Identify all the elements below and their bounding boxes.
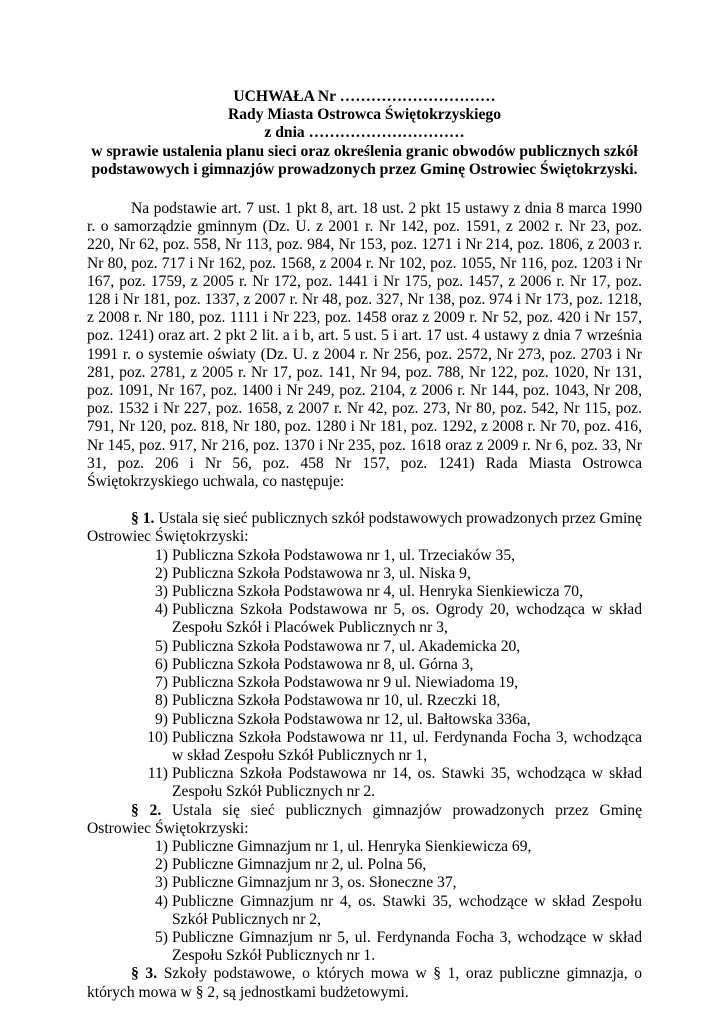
item-text: Publiczna Szkoła Podstawowa nr 14, os. Stawki 35, wchodząca w skład Zespołu Szkół Publicznych nr 2.: [172, 765, 642, 801]
item-number: 1): [155, 837, 168, 855]
item-text: Publiczne Gimnazjum nr 3, os. Słoneczne 37,: [172, 874, 457, 892]
gymnasiums-list: [87, 838, 642, 965]
item-number: 4): [155, 601, 168, 619]
list-item: [87, 729, 642, 765]
item-number: 10): [147, 728, 168, 746]
item-text: Publiczna Szkoła Podstawowa nr 3, ul. Niska 9,: [172, 564, 471, 582]
list-item: [87, 674, 642, 692]
item-number: 7): [155, 674, 168, 692]
item-text: Publiczna Szkoła Podstawowa nr 9 ul. Niewiadoma 19,: [172, 674, 519, 692]
item-text: Publiczna Szkoła Podstawowa nr 5, os. Ogrody 20, wchodząca w skład Zespołu Szkół i Placówek Publicznych nr 3,: [172, 601, 642, 637]
list-item: [87, 692, 642, 710]
list-item: [87, 929, 642, 965]
section-1: [87, 510, 642, 801]
section-text: Ustala się sieć publicznych gimnazjów prowadzonych przez Gminę Ostrowiec Świętokrzyski:: [87, 801, 642, 837]
item-number: 6): [155, 655, 168, 673]
item-number: 2): [155, 564, 168, 582]
list-item: [87, 638, 642, 656]
section-2: [87, 802, 642, 966]
list-item: [87, 656, 642, 674]
document-page: [87, 88, 642, 1002]
item-number: 5): [155, 928, 168, 946]
list-item: [87, 838, 642, 856]
legal-basis-paragraph: Na podstawie art. 7 ust. 1 pkt 8, art. 18 ust. 2 pkt 15 ustawy z dnia 8 marca 1990 r. o samorządzie gminnym (Dz. U. z 2001 r. Nr 142, poz. 1591, z 2002 r. Nr 23, poz. 220, Nr 62, poz. 558, Nr 113, poz. 984, Nr 153, poz. 1271 i Nr 214, poz. 1806, z 2003 r. Nr 80, poz. 717 i Nr 162, poz. 1568, z 2004 r. Nr 102, poz. 1055, Nr 116, poz. 1203 i Nr 167, poz. 1759, z 2005 r. Nr 172, poz. 1441 i Nr 175, poz. 1457, z 2006 r. Nr 17, poz. 128 i Nr 181, poz. 1337, z 2007 r. Nr 48, poz. 327, Nr 138, poz. 974 i Nr 173, poz. 1218, z 2008 r. Nr 180, poz. 1111 i Nr 223, poz. 1458 oraz z 2009 r. Nr 52, poz. 420 i Nr 157, poz. 1241) oraz art. 2 pkt 2 lit. a i b, art. 5 ust. 5 i art. 17 ust. 4 ustawy z dnia 7 września 1991 r. o systemie oświaty (Dz. U. z 2004 r. Nr 256, poz. 2572, Nr 273, poz. 2703 i Nr 281, poz. 2781, z 2005 r. Nr 17, poz. 141, Nr 94, poz. 788, Nr 122, poz. 1020, Nr 131, poz. 1091, Nr 167, poz. 1400 i Nr 249, poz. 2104, z 2006 r. Nr 144, poz. 1043, Nr 208, poz. 1532 i Nr 227, poz. 1658, z 2007 r. Nr 42, poz. 273, Nr 80, poz. 542, Nr 115, poz. 791, Nr 120, poz. 818, Nr 180, poz. 1280 i Nr 181, poz. 1292, z 2008 r. Nr 70, poz. 416, Nr 145, poz. 917, Nr 216, poz. 1370 i Nr 235, poz. 1618 oraz z 2009 r. Nr 6, poz. 33, Nr 31, poz. 206 i Nr 56, poz. 458 Nr 157, poz. 1241) Rada Miasta Ostrowca Świętokrzyskiego uchwala, co następuje:: [87, 200, 642, 491]
item-number: 8): [155, 692, 168, 710]
resolution-header: [87, 88, 642, 179]
section-heading: [87, 802, 642, 838]
resolution-subject-line-2: podstawowych i gimnazjów prowadzonych przez Gminę Ostrowiec Świętokrzyski.: [91, 160, 638, 178]
item-text: Publiczna Szkoła Podstawowa nr 10, ul. Rzeczki 18,: [172, 692, 501, 710]
item-text: Publiczna Szkoła Podstawowa nr 4, ul. Henryka Sienkiewicza 70,: [172, 583, 583, 601]
section-heading: [87, 510, 642, 546]
section-3: [87, 965, 642, 1001]
list-item: [87, 893, 642, 929]
item-text: Publiczne Gimnazjum nr 1, ul. Henryka Sienkiewicza 69,: [172, 837, 532, 855]
item-text: Publiczna Szkoła Podstawowa nr 1, ul. Trzeciaków 35,: [172, 546, 516, 564]
issuing-body: Rady Miasta Ostrowca Świętokrzyskiego: [227, 106, 501, 124]
primary-schools-list: [87, 547, 642, 802]
list-item: [87, 583, 642, 601]
item-number: 3): [155, 583, 168, 601]
section-text: Ustala się sieć publicznych szkół podstawowych prowadzonych przez Gminę Ostrowiec Świętokrzyski:: [87, 510, 642, 546]
section-text: Szkoły podstawowe, o których mowa w § 1, oraz publiczne gimnazja, o których mowa w § 2, są jednostkami budżetowymi.: [87, 965, 643, 1001]
item-text: Publiczna Szkoła Podstawowa nr 12, ul. Bałtowska 336a,: [172, 710, 531, 728]
list-item: [87, 601, 642, 637]
item-number: 11): [147, 765, 168, 783]
section-heading: [87, 965, 642, 1001]
item-text: Publiczna Szkoła Podstawowa nr 7, ul. Akademicka 20,: [172, 637, 521, 655]
item-text: Publiczna Szkoła Podstawowa nr 11, ul. Ferdynanda Focha 3, wchodząca w skład Zespołu Szkół Publicznych nr 1,: [172, 728, 642, 764]
resolution-subject-line-1: w sprawie ustalenia planu sieci oraz określenia granic obwodów publicznych szkół: [91, 142, 638, 160]
list-item: [87, 856, 642, 874]
item-number: 2): [155, 856, 168, 874]
item-text: Publiczne Gimnazjum nr 2, ul. Polna 56,: [172, 856, 427, 874]
resolution-date: z dnia …………………………: [264, 124, 465, 142]
item-number: 4): [155, 892, 168, 910]
item-text: Publiczne Gimnazjum nr 5, ul. Ferdynanda Focha 3, wchodzące w skład Zespołu Szkół Publicznych nr 1.: [172, 928, 642, 965]
resolution-title: UCHWAŁA Nr …………………………: [233, 88, 496, 105]
list-item: [87, 565, 642, 583]
item-number: 3): [155, 874, 168, 892]
item-text: Publiczna Szkoła Podstawowa nr 8, ul. Górna 3,: [172, 655, 474, 673]
list-item: [87, 547, 642, 565]
list-item: [87, 874, 642, 892]
item-number: 9): [155, 710, 168, 728]
item-text: Publiczne Gimnazjum nr 4, os. Stawki 35, wchodzące w skład Zespołu Szkół Publicznych nr 2,: [172, 892, 642, 928]
list-item: [87, 765, 642, 801]
section-mark: § 2.: [131, 801, 162, 819]
list-item: [87, 711, 642, 729]
section-mark: § 1.: [131, 510, 155, 528]
item-number: 1): [155, 546, 168, 564]
section-mark: § 3.: [131, 965, 158, 983]
item-number: 5): [155, 637, 168, 655]
